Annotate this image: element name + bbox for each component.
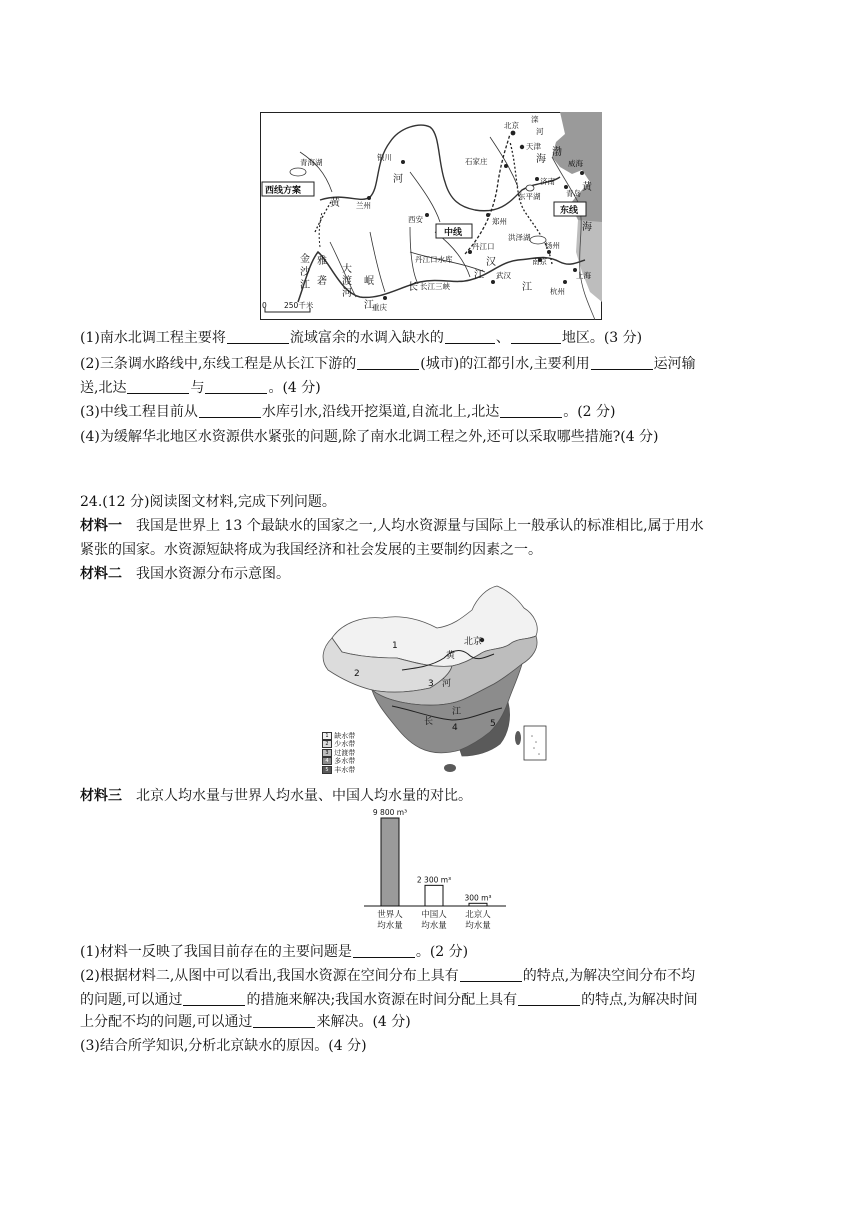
place-sanxia-label: 长江三峡 <box>420 282 450 291</box>
river-luan-label-2: 河 <box>536 127 544 136</box>
material1-label: 材料一 <box>80 518 122 534</box>
q24-part2: (2)根据材料二,从图中可以看出,我国水资源在空间分布上具有 的特点,为解决空间分布不均 <box>80 968 696 984</box>
q24-header: 24.(12 分)阅读图文材料,完成下列问题。 <box>80 494 336 510</box>
west-route-label: 西线方案 <box>265 186 302 196</box>
city-nanjing-label: 南京 <box>532 257 547 266</box>
city-qingdao-label: 青岛 <box>566 189 581 198</box>
bar-2 <box>425 885 443 906</box>
category-label: 均水量 <box>377 921 403 931</box>
q24-material1: 材料一 我国是世界上 13 个最缺水的国家之一,人均水资源量与国际上一般承认的标准相比,属于用水 <box>80 518 704 534</box>
river-he-label: 河 <box>393 174 403 185</box>
water-per-capita-chart <box>360 806 510 936</box>
beijing-label: 北京 <box>464 637 483 647</box>
material2-label: 材料二 <box>80 566 122 582</box>
river-dadu-label: 大 <box>342 264 352 275</box>
lake-hongze-label: 洪泽湖 <box>508 233 531 242</box>
q23-part2: (2)三条调水路线中,东线工程是从长江下游的 (城市)的江都引水,主要利用 运河输 <box>80 356 696 372</box>
sea-hai2-label: 海 <box>582 222 592 233</box>
legend-item: 4 多水带 <box>322 757 382 765</box>
taiwan-island <box>515 731 521 745</box>
scale-zero-label: 0 <box>262 301 267 310</box>
river-jiang-min-label: 江 <box>364 300 374 311</box>
river-sha-label: 沙 <box>300 267 310 278</box>
river-huang-label-2: 黄 <box>446 651 456 661</box>
q24-part1: (1)材料一反映了我国目前存在的主要问题是 。(2 分) <box>80 944 469 960</box>
zone-5-number: 5 <box>490 719 496 729</box>
city-zhengzhou-label: 郑州 <box>492 217 507 226</box>
bar-1 <box>381 818 399 906</box>
water-map-legend <box>322 732 382 774</box>
bar-value-label: 9 800 m³ <box>372 808 408 817</box>
river-chang-label-2: 长 <box>424 717 434 727</box>
q24-blank-5[interactable] <box>253 1013 315 1028</box>
river-huang-label: 黄 <box>330 198 340 209</box>
category-label: 均水量 <box>421 921 447 931</box>
q23-blank-5[interactable] <box>591 355 653 370</box>
legend-item: 3 过渡带 <box>322 749 382 757</box>
river-min-label: 岷 <box>364 276 374 287</box>
q23-blank-6[interactable] <box>127 379 189 394</box>
city-hangzhou-label: 杭州 <box>550 287 565 296</box>
river-han-label: 汉 <box>486 257 496 268</box>
river-jin-label: 金 <box>300 254 310 265</box>
reservoir-danjiangkou-label: 丹江口水库 <box>415 255 453 264</box>
zone-1-number: 1 <box>392 641 398 651</box>
q24-blank-3[interactable] <box>183 991 245 1006</box>
city-xian-label: 西安 <box>408 215 423 224</box>
bar-value-label: 300 m³ <box>464 893 492 903</box>
q23-blank-8[interactable] <box>199 403 261 418</box>
city-shijiazhuang-label: 石家庄 <box>465 157 488 166</box>
legend-item: 5 丰水带 <box>322 766 382 774</box>
q23-part3: (3)中线工程目前从 水库引水,沿线开挖渠道,自流北上,北达 。(2 分) <box>80 404 616 420</box>
east-route-label: 东线 <box>560 206 579 216</box>
q23-blank-1[interactable] <box>227 329 289 344</box>
q24-material3: 材料三 北京人均水量与世界人均水量、中国人均水量的对比。 <box>80 788 472 804</box>
lake-qinghai-label: 青海湖 <box>300 158 323 167</box>
q24-material2: 材料二 我国水资源分布示意图。 <box>80 566 290 582</box>
zone-4-number: 4 <box>452 723 458 733</box>
q23-blank-2[interactable] <box>445 329 495 344</box>
lake-dongping-label: 东平湖 <box>518 192 541 201</box>
river-ya-label: 雅 <box>317 256 327 267</box>
city-lanzhou-label: 兰州 <box>356 201 371 210</box>
river-dadu-label-3: 河 <box>342 288 352 299</box>
q23-part1: (1)南水北调工程主要将 流域富余的水调入缺水的 、 地区。(3 分) <box>80 330 643 346</box>
place-danjiangkou-label: 丹江口 <box>472 242 495 251</box>
q24-part2-cont: 的问题,可以通过 的措施来解决;我国水资源在时间分配上具有 的特点,为解决时间 <box>80 992 698 1008</box>
sea-hai-label: 海 <box>536 154 546 165</box>
q24-blank-2[interactable] <box>460 967 522 982</box>
city-tianjin-label: 天津 <box>526 142 541 151</box>
city-shanghai-label: 上海 <box>576 271 591 280</box>
bar-value-label: 2 300 m³ <box>416 875 452 885</box>
category-label: 中国人 <box>421 910 447 920</box>
category-label: 均水量 <box>465 921 491 931</box>
river-he-label-2: 河 <box>442 679 452 689</box>
city-yinchuan-label: 银川 <box>377 153 392 162</box>
river-jiang-label-2: 江 <box>452 707 462 717</box>
diversion-map-svg <box>260 112 602 320</box>
city-beijing-label: 北京 <box>504 121 519 130</box>
legend-item: 1 缺水带 <box>322 732 382 740</box>
q23-part4: (4)为缓解华北地区水资源供水紧张的问题,除了南水北调工程之外,还可以采取哪些措施?(4 分) <box>80 429 659 445</box>
river-long-label: 砻 <box>317 276 327 287</box>
legend-item: 2 少水带 <box>322 740 382 748</box>
q23-part2-cont: 送,北达 与 。(4 分) <box>80 380 321 396</box>
q24-part2-cont2: 上分配不均的问题,可以通过 来解决。(4 分) <box>80 1014 411 1030</box>
middle-route-label: 中线 <box>444 228 463 238</box>
river-chang-label: 长 <box>408 282 418 293</box>
q24-material1-cont: 紧张的国家。水资源短缺将成为我国经济和社会发展的主要制约因素之一。 <box>80 542 542 558</box>
q23-blank-9[interactable] <box>500 403 562 418</box>
category-label: 世界人 <box>377 910 403 920</box>
river-jiang-han-label: 江 <box>474 270 484 281</box>
city-weihai-label: 威海 <box>568 159 583 168</box>
city-wuhan-label: 武汉 <box>496 271 511 280</box>
diversion-map <box>260 112 602 320</box>
zone-2-number: 2 <box>354 669 360 679</box>
q24-blank-4[interactable] <box>518 991 580 1006</box>
river-jiang-main-label: 江 <box>522 282 532 293</box>
q23-blank-4[interactable] <box>357 355 419 370</box>
sea-bo-label: 渤 <box>552 147 562 158</box>
material3-label: 材料三 <box>80 788 122 804</box>
zone-3-number: 3 <box>428 679 434 689</box>
q23-blank-7[interactable] <box>205 379 267 394</box>
category-label: 北京人 <box>465 910 491 920</box>
sea-huang-label: 黄 <box>582 182 592 193</box>
bar-3 <box>469 903 487 906</box>
south-china-sea-inset <box>524 726 546 760</box>
q23-blank-3[interactable] <box>511 329 561 344</box>
q24-part3: (3)结合所学知识,分析北京缺水的原因。(4 分) <box>80 1038 367 1054</box>
city-chongqing-label: 重庆 <box>372 303 387 312</box>
river-luan-label: 滦 <box>531 115 539 124</box>
scale-label: 250千米 <box>284 301 314 310</box>
river-dadu-label-2: 渡 <box>342 276 352 287</box>
river-jiang-jin-label: 江 <box>300 280 310 291</box>
bar-chart-svg <box>360 806 510 936</box>
q24-blank-1[interactable] <box>353 943 415 958</box>
city-jinan-label: 济南 <box>540 177 555 186</box>
city-yangzhou-label: 扬州 <box>545 241 560 250</box>
hainan-island <box>444 764 456 772</box>
